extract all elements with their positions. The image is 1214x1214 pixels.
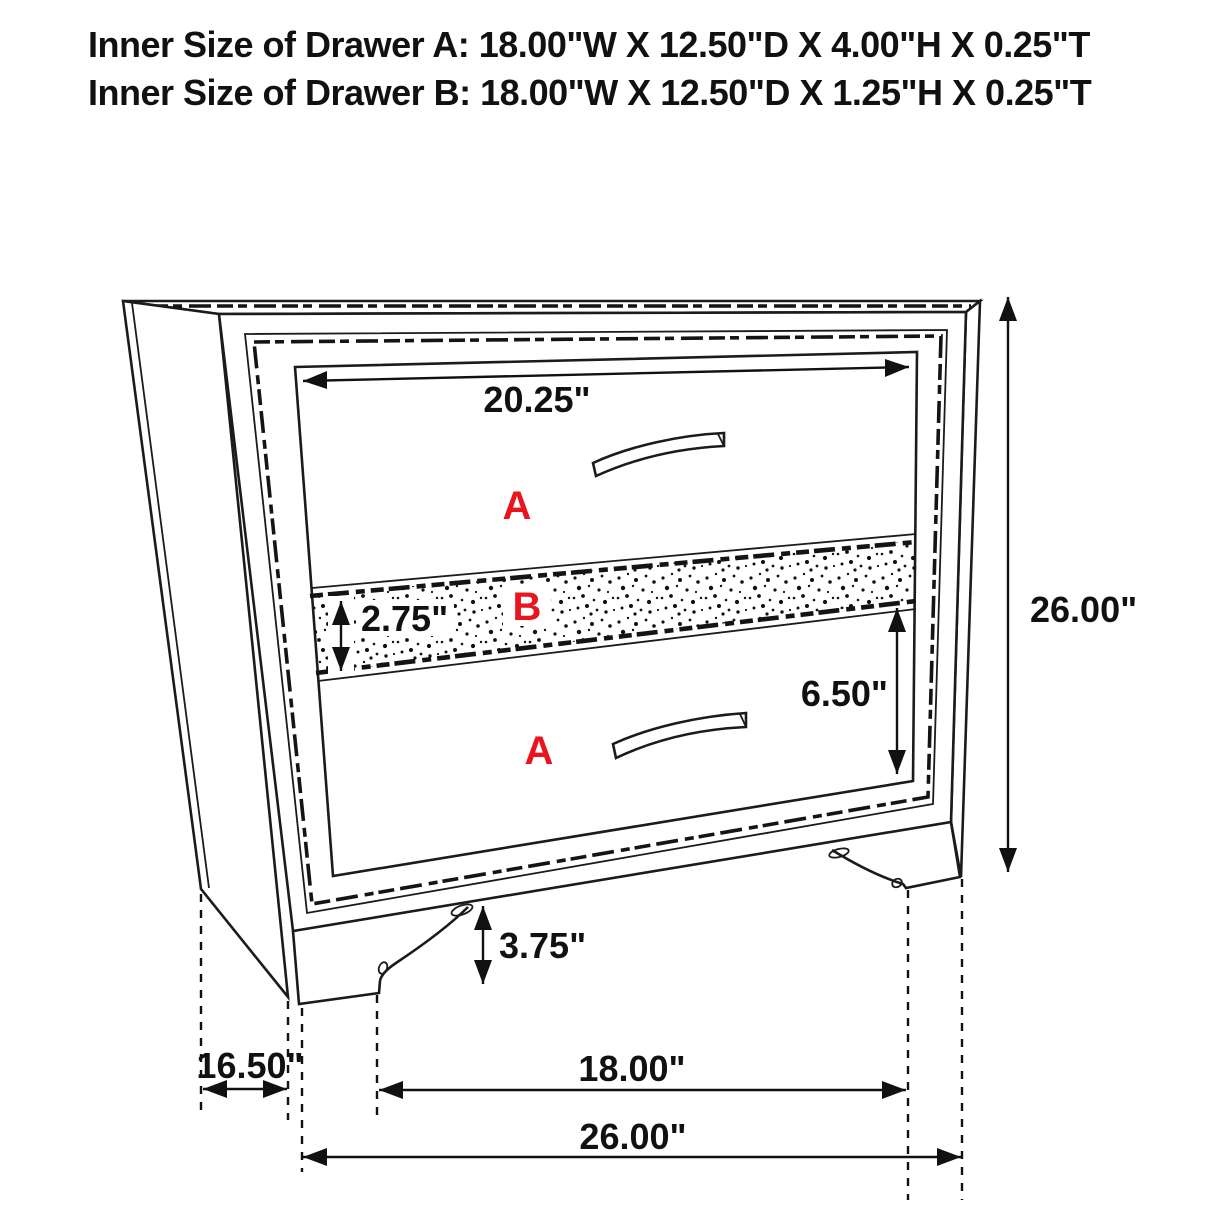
dim-label-between-legs: 18.00" <box>578 1048 686 1089</box>
dim-label-overall-height: 26.00" <box>1030 589 1138 630</box>
dim-label-depth: 16.50" <box>196 1045 304 1086</box>
dim-label-overall-width: 26.00" <box>579 1116 687 1157</box>
top-drawer-letter: A <box>502 484 532 528</box>
bottom-drawer-letter: A <box>524 729 554 773</box>
dim-label-band-height: 2.75" <box>361 598 449 639</box>
header-line-2: Inner Size of Drawer B: 18.00"W X 12.50"D X 1.25"H X 0.25"T <box>88 72 1092 113</box>
dim-label-lower-drawer-height: 6.50" <box>800 673 888 714</box>
band-letter: B <box>512 585 542 629</box>
dim-label-inner-top-width: 20.25" <box>483 379 591 420</box>
dim-label-leg-height: 3.75" <box>499 925 587 966</box>
header-line-1: Inner Size of Drawer A: 18.00"W X 12.50"D X 4.00"H X 0.25"T <box>88 24 1090 65</box>
